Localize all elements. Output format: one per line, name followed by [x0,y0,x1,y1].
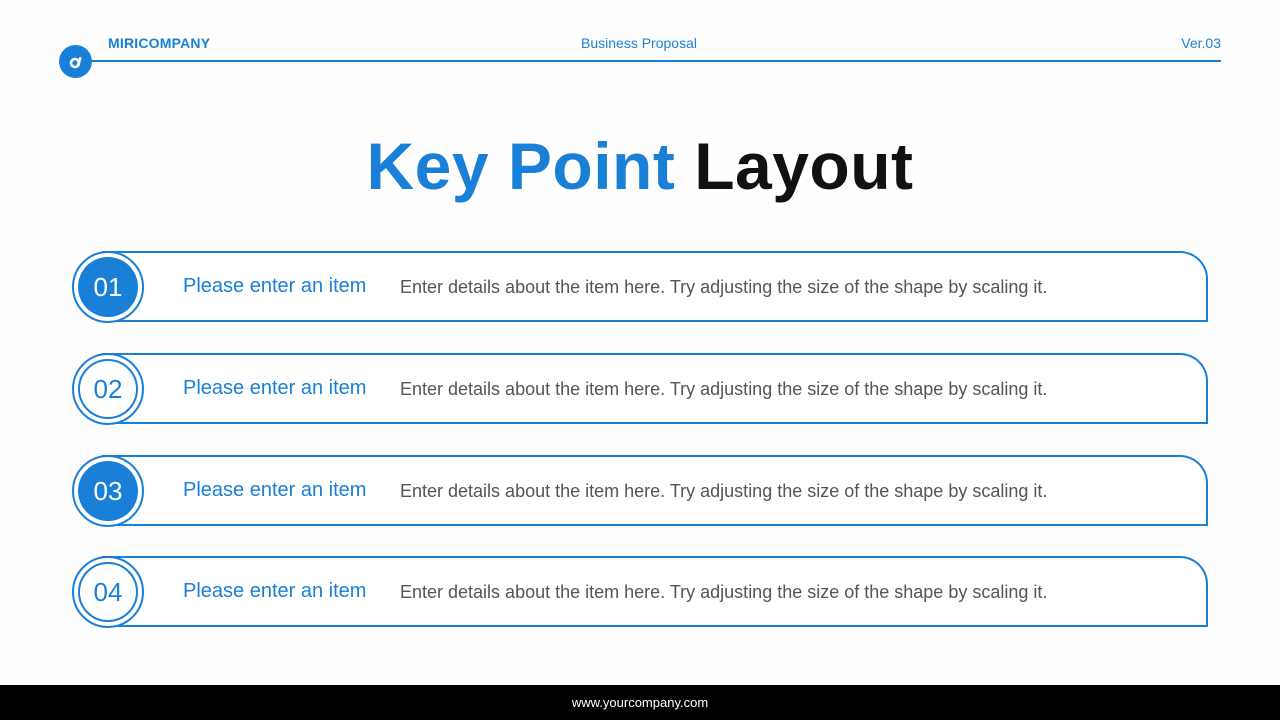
item-title: Please enter an item [183,479,367,501]
number-badge-ring [72,353,144,425]
number-badge: 01 [78,257,138,317]
number-badge: 04 [78,562,138,622]
footer-bar [0,685,1280,720]
item-description: Enter details about the item here. Try adjusting the size of the shape by scaling it. [400,481,1048,501]
key-point-row-4 [72,556,1208,628]
item-description: Enter details about the item here. Try adjusting the size of the shape by scaling it. [400,277,1048,297]
key-point-row-3 [72,455,1208,527]
title-dark: Layout [694,129,914,203]
key-point-row-1 [72,251,1208,323]
number-badge-ring [72,251,144,323]
document-title: Business Proposal [581,35,697,51]
company-name: MIRICOMPANY [108,35,211,51]
number-badge-ring [72,556,144,628]
item-description: Enter details about the item here. Try adjusting the size of the shape by scaling it. [400,582,1048,602]
number-badge-ring [72,455,144,527]
item-title: Please enter an item [183,580,367,602]
number-badge: 02 [78,359,138,419]
key-point-row-2 [72,353,1208,425]
item-title: Please enter an item [183,377,367,399]
number-badge: 03 [78,461,138,521]
item-description: Enter details about the item here. Try adjusting the size of the shape by scaling it. [400,379,1048,399]
item-title: Please enter an item [183,275,367,297]
title-accent: Key Point [366,129,676,203]
footer-url: www.yourcompany.com [571,695,709,710]
version-label: Ver.03 [1181,35,1221,51]
header-divider [76,60,1221,62]
page-title [0,126,1280,206]
